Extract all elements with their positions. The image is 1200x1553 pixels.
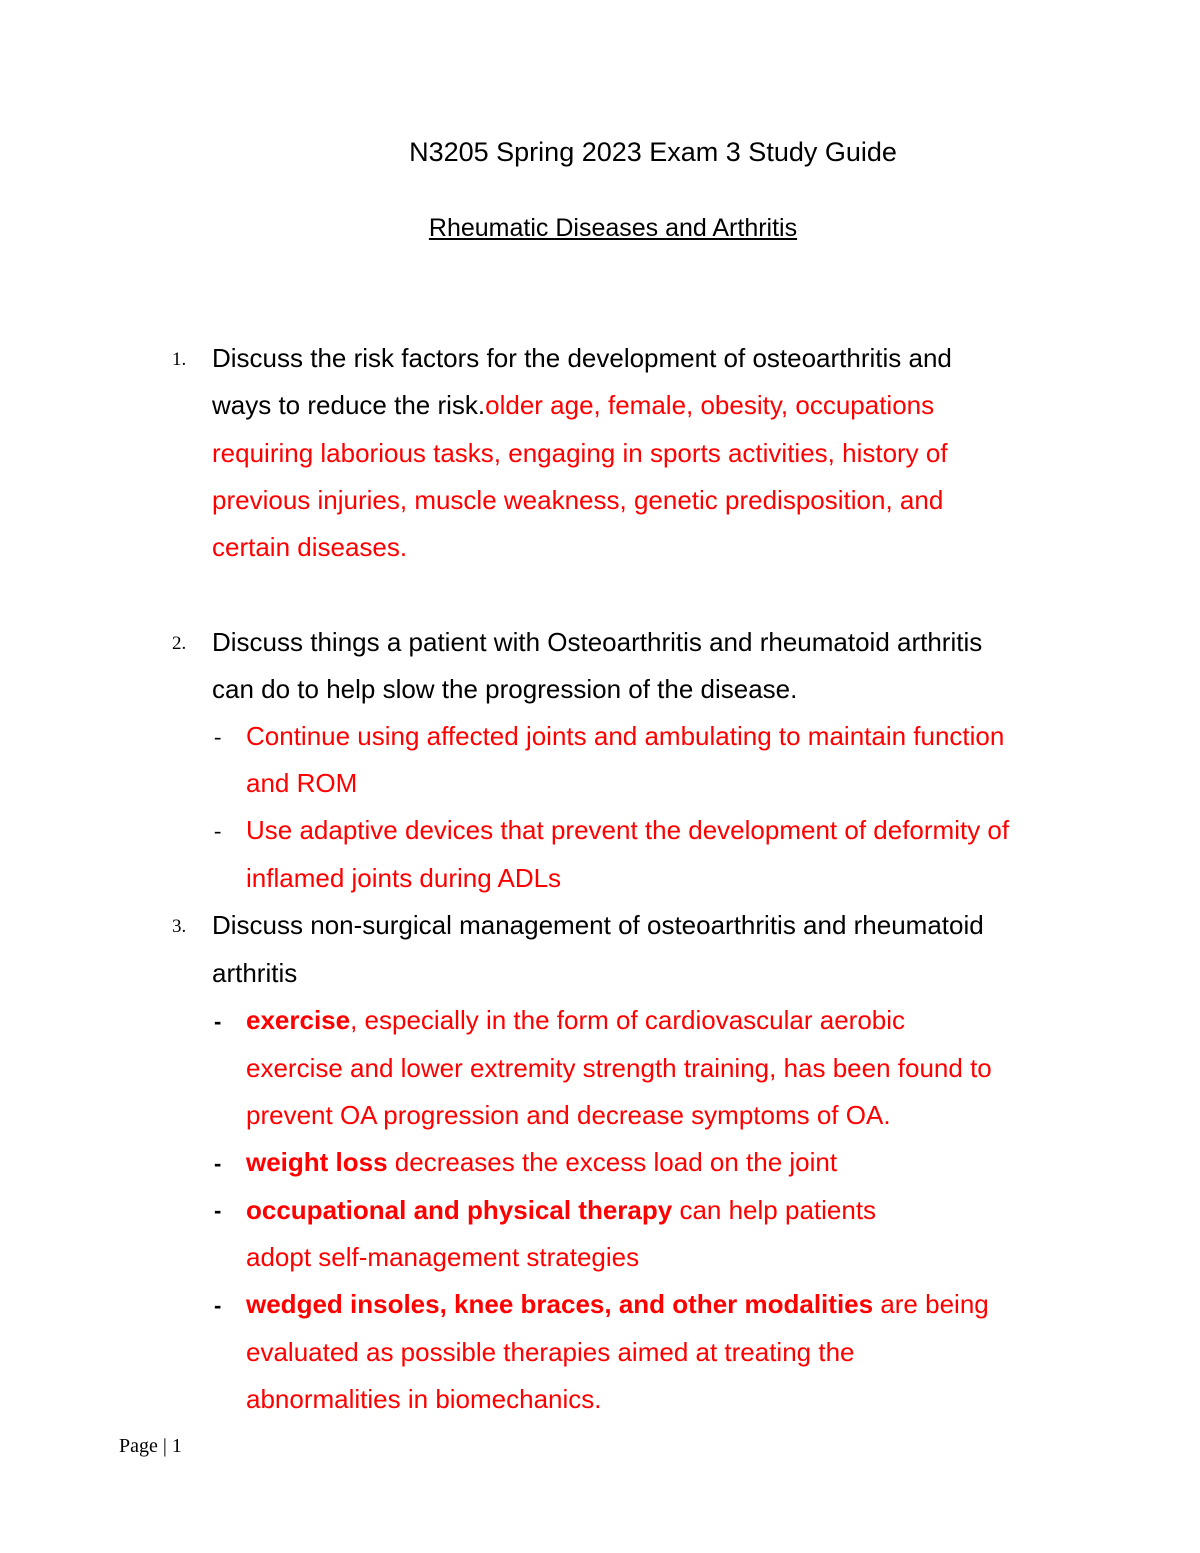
question-3-bullet-1-line2: exercise and lower extremity strength training, has been found to	[246, 1053, 992, 1083]
question-1-line2	[212, 389, 934, 421]
question-2-bullet-1-line1: Continue using affected joints and ambulating to maintain function	[246, 721, 1005, 751]
question-3-bullet-3-line2: adopt self-management strategies	[246, 1242, 640, 1272]
page-number-footer: Page | 1	[119, 1435, 182, 1457]
question-1-answer-line4: certain diseases.	[212, 532, 408, 562]
question-3-bullet-4-dash: -	[214, 1293, 222, 1318]
question-2-bullet-1-line2: and ROM	[246, 768, 358, 798]
question-3-bullet-3-dash: -	[214, 1198, 222, 1223]
section-heading	[0, 212, 1200, 244]
question-3-number: 3.	[172, 916, 187, 937]
document-title: N3205 Spring 2023 Exam 3 Study Guide	[409, 137, 897, 167]
question-3-bullet-2-rest: decreases the excess load on the joint	[387, 1147, 838, 1177]
question-2-text-line1: Discuss things a patient with Osteoarthritis and rheumatoid arthritis	[212, 627, 983, 657]
question-3-bullet-3-rest: can help patients	[672, 1195, 877, 1225]
question-3-bullet-4-line1	[246, 1288, 989, 1320]
question-1-number: 1.	[172, 349, 187, 370]
question-2-number: 2.	[172, 633, 187, 654]
question-1-text-line2: ways to reduce the risk.	[212, 390, 486, 420]
question-3-bullet-2-dash: -	[214, 1151, 222, 1176]
question-3-bullet-1-rest: , especially in the form of cardiovascular aerobic	[350, 1005, 906, 1035]
question-3-bullet-3-bold: occupational and physical therapy	[246, 1195, 673, 1225]
question-1-answer-line3: previous injuries, muscle weakness, genetic predisposition, and	[212, 485, 944, 515]
question-2-bullet-1-dash: -	[214, 724, 222, 749]
question-2-bullet-2-dash: -	[214, 818, 222, 843]
question-3-bullet-2-bold: weight loss	[246, 1147, 388, 1177]
question-3-text-line2: arthritis	[212, 958, 298, 988]
question-1-answer-line1: older age, female, obesity, occupations	[485, 390, 935, 420]
question-3-text-line1: Discuss non-surgical management of osteoarthritis and rheumatoid	[212, 910, 984, 940]
question-3-bullet-1-line3: prevent OA progression and decrease symptoms of OA.	[246, 1100, 891, 1130]
question-2-bullet-2-line2: inflamed joints during ADLs	[246, 863, 562, 893]
question-3-bullet-3-line1	[246, 1194, 876, 1226]
question-3-bullet-1-dash: -	[214, 1009, 222, 1034]
question-3-bullet-4-line3: abnormalities in biomechanics.	[246, 1384, 602, 1414]
question-3-bullet-4-line2: evaluated as possible therapies aimed at treating the	[246, 1337, 855, 1367]
question-2-bullet-2-line1: Use adaptive devices that prevent the development of deformity of	[246, 815, 1010, 845]
question-3-bullet-2-line1	[246, 1146, 837, 1178]
question-1-answer-line2: requiring laborious tasks, engaging in sports activities, history of	[212, 438, 948, 468]
question-3-bullet-4-rest: are being	[873, 1289, 989, 1319]
question-3-bullet-1-bold: exercise	[246, 1005, 351, 1035]
question-3-bullet-1-line1	[246, 1004, 905, 1036]
question-2-text-line2: can do to help slow the progression of the disease.	[212, 674, 798, 704]
question-3-bullet-4-bold: wedged insoles, knee braces, and other modalities	[246, 1289, 874, 1319]
section-heading-text: Rheumatic Diseases and Arthritis	[428, 214, 798, 242]
question-1-text-line1: Discuss the risk factors for the development of osteoarthritis and	[212, 343, 952, 373]
